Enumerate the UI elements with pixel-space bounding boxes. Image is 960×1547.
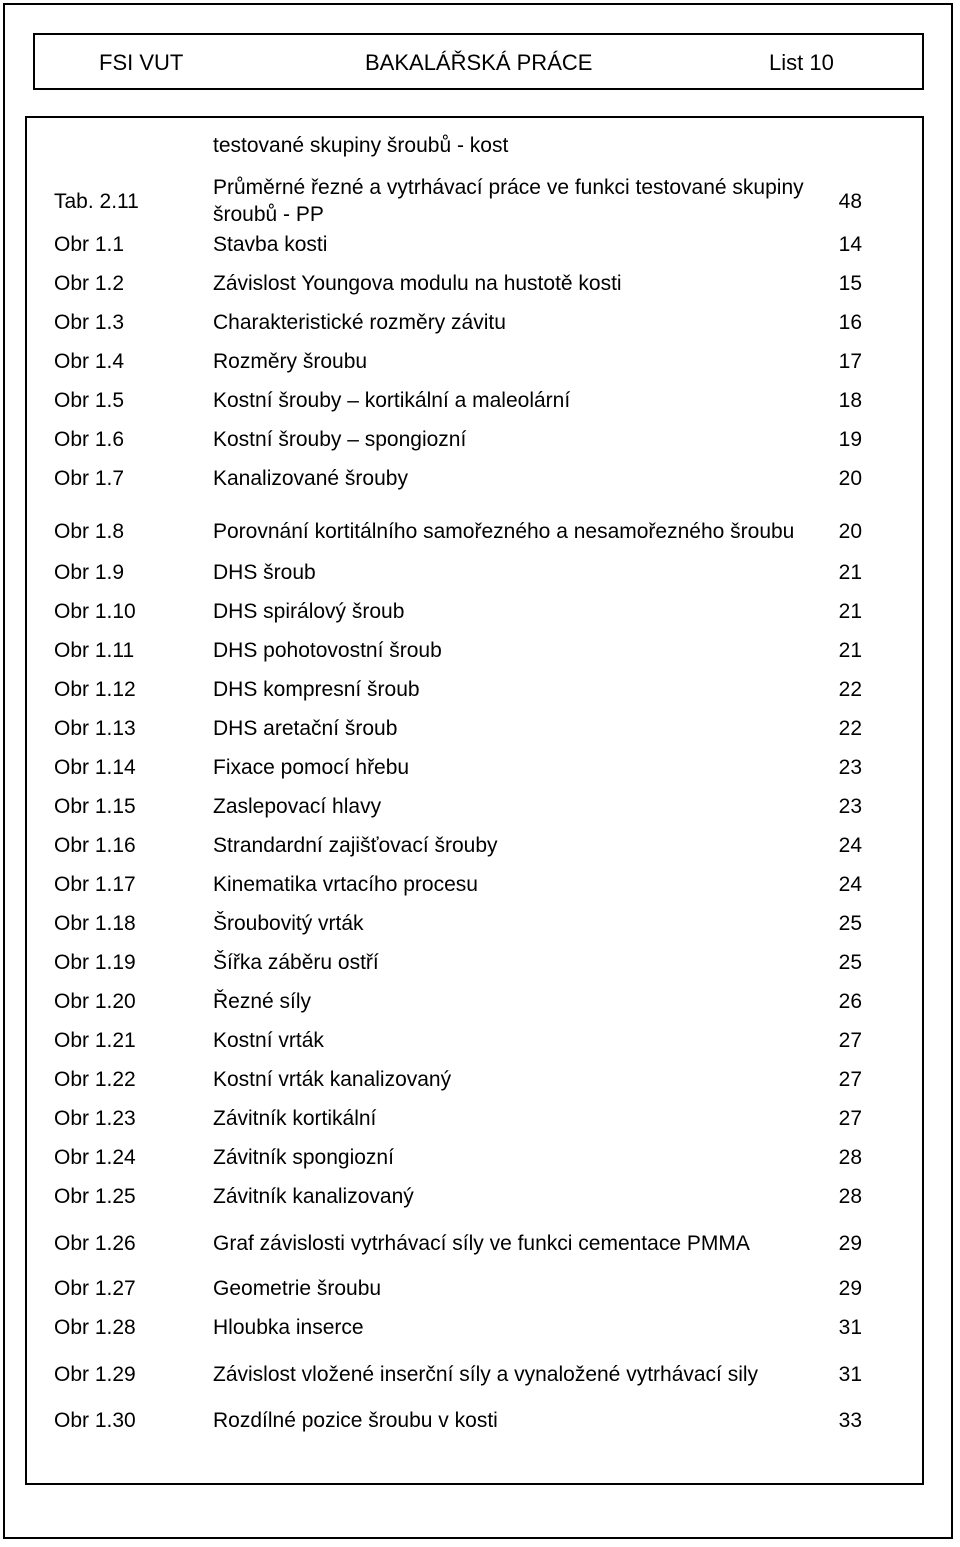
figure-page-number: 27 [838, 1068, 862, 1091]
list-item [27, 832, 922, 859]
figure-title: Strandardní zajišťovací šrouby [213, 834, 498, 857]
figure-title: Stavba kosti [213, 233, 328, 256]
figure-title: DHS spirálový šroub [213, 600, 405, 623]
figure-title: Kinematika vrtacího procesu [213, 873, 478, 896]
figure-title: Kostní šrouby – kortikální a maleolární [213, 389, 571, 412]
figure-page-number: 25 [838, 951, 862, 974]
figure-label: Obr 1.11 [54, 639, 135, 662]
list-item [27, 910, 922, 937]
list-item [27, 871, 922, 898]
list-item [27, 1144, 922, 1171]
figure-label: Obr 1.2 [54, 272, 125, 295]
figure-title: Závitník spongiozní [213, 1146, 394, 1169]
figure-page-number: 31 [838, 1316, 862, 1339]
list-item [27, 1183, 922, 1210]
figure-page-number: 22 [838, 717, 862, 740]
list-item [27, 231, 922, 258]
figure-label: Obr 1.5 [54, 389, 125, 412]
figure-page-number: 22 [838, 678, 862, 701]
figure-title: testované skupiny šroubů - kost [213, 134, 509, 157]
figure-label: Obr 1.15 [54, 795, 136, 818]
figure-title: Kostní šrouby – spongiozní [213, 428, 467, 451]
figure-title: Průměrné řezné a vytrhávací práce ve funkci testované skupiny šroubů - PP [213, 176, 804, 226]
figure-page-number: 18 [838, 389, 862, 412]
figure-page-number: 25 [838, 912, 862, 935]
list-item [27, 598, 922, 625]
list-item [27, 387, 922, 414]
figure-label: Obr 1.28 [54, 1316, 136, 1339]
figure-label: Obr 1.29 [54, 1362, 136, 1386]
list-item [27, 1346, 922, 1402]
figure-page-number: 20 [838, 519, 862, 543]
list-item [27, 1314, 922, 1341]
figure-label: Obr 1.30 [54, 1409, 136, 1432]
figure-label: Obr 1.17 [54, 873, 136, 896]
figure-title: Závislost vložené inserční síly a vynaložené vytrhávací sily [213, 1362, 759, 1386]
figure-page-number: 27 [838, 1107, 862, 1130]
figure-label: Obr 1.26 [54, 1231, 136, 1255]
figure-label: Obr 1.1 [54, 233, 125, 256]
figure-page-number: 21 [838, 561, 862, 584]
list-item [27, 949, 922, 976]
figure-label: Obr 1.21 [54, 1029, 136, 1052]
figure-page-number: 23 [838, 756, 862, 779]
list-item [27, 503, 922, 559]
figure-title: Rozměry šroubu [213, 350, 368, 373]
figure-label: Tab. 2.11 [54, 189, 139, 213]
list-of-figures [25, 116, 924, 1485]
figure-page-number: 21 [838, 600, 862, 623]
list-item [27, 1407, 922, 1434]
figure-label: Obr 1.18 [54, 912, 136, 935]
figure-page-number: 48 [838, 189, 862, 213]
list-item [27, 1275, 922, 1302]
figure-page-number: 28 [838, 1185, 862, 1208]
list-item [27, 1066, 922, 1093]
header-faculty: FSI VUT [99, 50, 184, 75]
figure-title: Kostní vrták kanalizovaný [213, 1068, 452, 1091]
list-item [27, 270, 922, 297]
list-item [27, 1214, 922, 1272]
figure-title: DHS aretační šroub [213, 717, 398, 740]
header-thesis-type: BAKALÁŘSKÁ PRÁCE [365, 50, 593, 75]
figure-label: Obr 1.14 [54, 756, 136, 779]
figure-label: Obr 1.19 [54, 951, 136, 974]
figure-title: Šroubovitý vrták [213, 912, 364, 935]
figure-page-number: 29 [838, 1231, 862, 1255]
figure-label: Obr 1.4 [54, 350, 125, 373]
figure-label: Obr 1.25 [54, 1185, 136, 1208]
list-item [27, 348, 922, 375]
list-item [27, 715, 922, 742]
figure-title: Zaslepovací hlavy [213, 795, 382, 818]
figure-page-number: 19 [838, 428, 862, 451]
figure-title: Graf závislosti vytrhávací síly ve funkci cementace PMMA [213, 1231, 750, 1255]
list-item [27, 309, 922, 336]
figure-title: DHS šroub [213, 561, 316, 584]
figure-label [54, 132, 204, 159]
figure-title: Šířka záběru ostří [213, 951, 379, 974]
figure-label: Obr 1.27 [54, 1277, 136, 1300]
figure-title: Závislost Youngova modulu na hustotě kosti [213, 272, 622, 295]
figure-page-number: 17 [838, 350, 862, 373]
list-item [27, 1027, 922, 1054]
figure-page-number: 31 [838, 1362, 862, 1386]
list-item [27, 988, 922, 1015]
figure-title: Rozdílné pozice šroubu v kosti [213, 1409, 498, 1432]
figure-page-number: 27 [838, 1029, 862, 1052]
figure-page-number: 21 [838, 639, 862, 662]
figure-title: Závitník kanalizovaný [213, 1185, 414, 1208]
figure-title: Řezné síly [213, 990, 312, 1013]
list-item [27, 465, 922, 492]
figure-title: Fixace pomocí hřebu [213, 756, 410, 779]
figure-page-number: 33 [838, 1409, 862, 1432]
figure-title: DHS pohotovostní šroub [213, 639, 442, 662]
figure-label: Obr 1.10 [54, 600, 136, 623]
figure-label: Obr 1.3 [54, 311, 125, 334]
figure-page-number: 24 [838, 834, 862, 857]
figure-title: DHS kompresní šroub [213, 678, 420, 701]
figure-page-number: 24 [838, 873, 862, 896]
figure-page-number: 23 [838, 795, 862, 818]
figure-title: Porovnání kortitálního samořezného a nesamořezného šroubu [213, 519, 795, 543]
list-item [27, 793, 922, 820]
figure-page-number: 15 [838, 272, 862, 295]
figure-page-number: 20 [838, 467, 862, 490]
figure-page-number: 16 [838, 311, 862, 334]
figure-page-number: 29 [838, 1277, 862, 1300]
figure-page-number: 26 [838, 990, 862, 1013]
list-item [27, 754, 922, 781]
list-item [27, 1105, 922, 1132]
figure-page-number: 14 [838, 233, 862, 256]
header-page-number: List 10 [769, 50, 834, 75]
list-item [27, 637, 922, 664]
figure-label: Obr 1.9 [54, 561, 125, 584]
figure-title: Hloubka inserce [213, 1316, 364, 1339]
figure-label: Obr 1.23 [54, 1107, 136, 1130]
figure-label: Obr 1.22 [54, 1068, 136, 1091]
figure-label: Obr 1.16 [54, 834, 136, 857]
figure-title: Charakteristické rozměry závitu [213, 311, 506, 334]
figure-title: Závitník kortikální [213, 1107, 377, 1130]
figure-page-number: 28 [838, 1146, 862, 1169]
list-item [27, 132, 922, 159]
page-header [33, 33, 924, 90]
list-item [27, 426, 922, 453]
figure-label: Obr 1.13 [54, 717, 136, 740]
figure-page-number [807, 132, 862, 159]
figure-label: Obr 1.24 [54, 1146, 136, 1169]
list-item [27, 676, 922, 703]
list-item [27, 172, 922, 230]
figure-label: Obr 1.12 [54, 678, 136, 701]
figure-title: Geometrie šroubu [213, 1277, 382, 1300]
figure-label: Obr 1.8 [54, 519, 125, 543]
list-item [27, 559, 922, 586]
figure-label: Obr 1.6 [54, 428, 125, 451]
figure-title: Kostní vrták [213, 1029, 324, 1052]
figure-label: Obr 1.7 [54, 467, 125, 490]
figure-title: Kanalizované šrouby [213, 467, 408, 490]
figure-label: Obr 1.20 [54, 990, 136, 1013]
